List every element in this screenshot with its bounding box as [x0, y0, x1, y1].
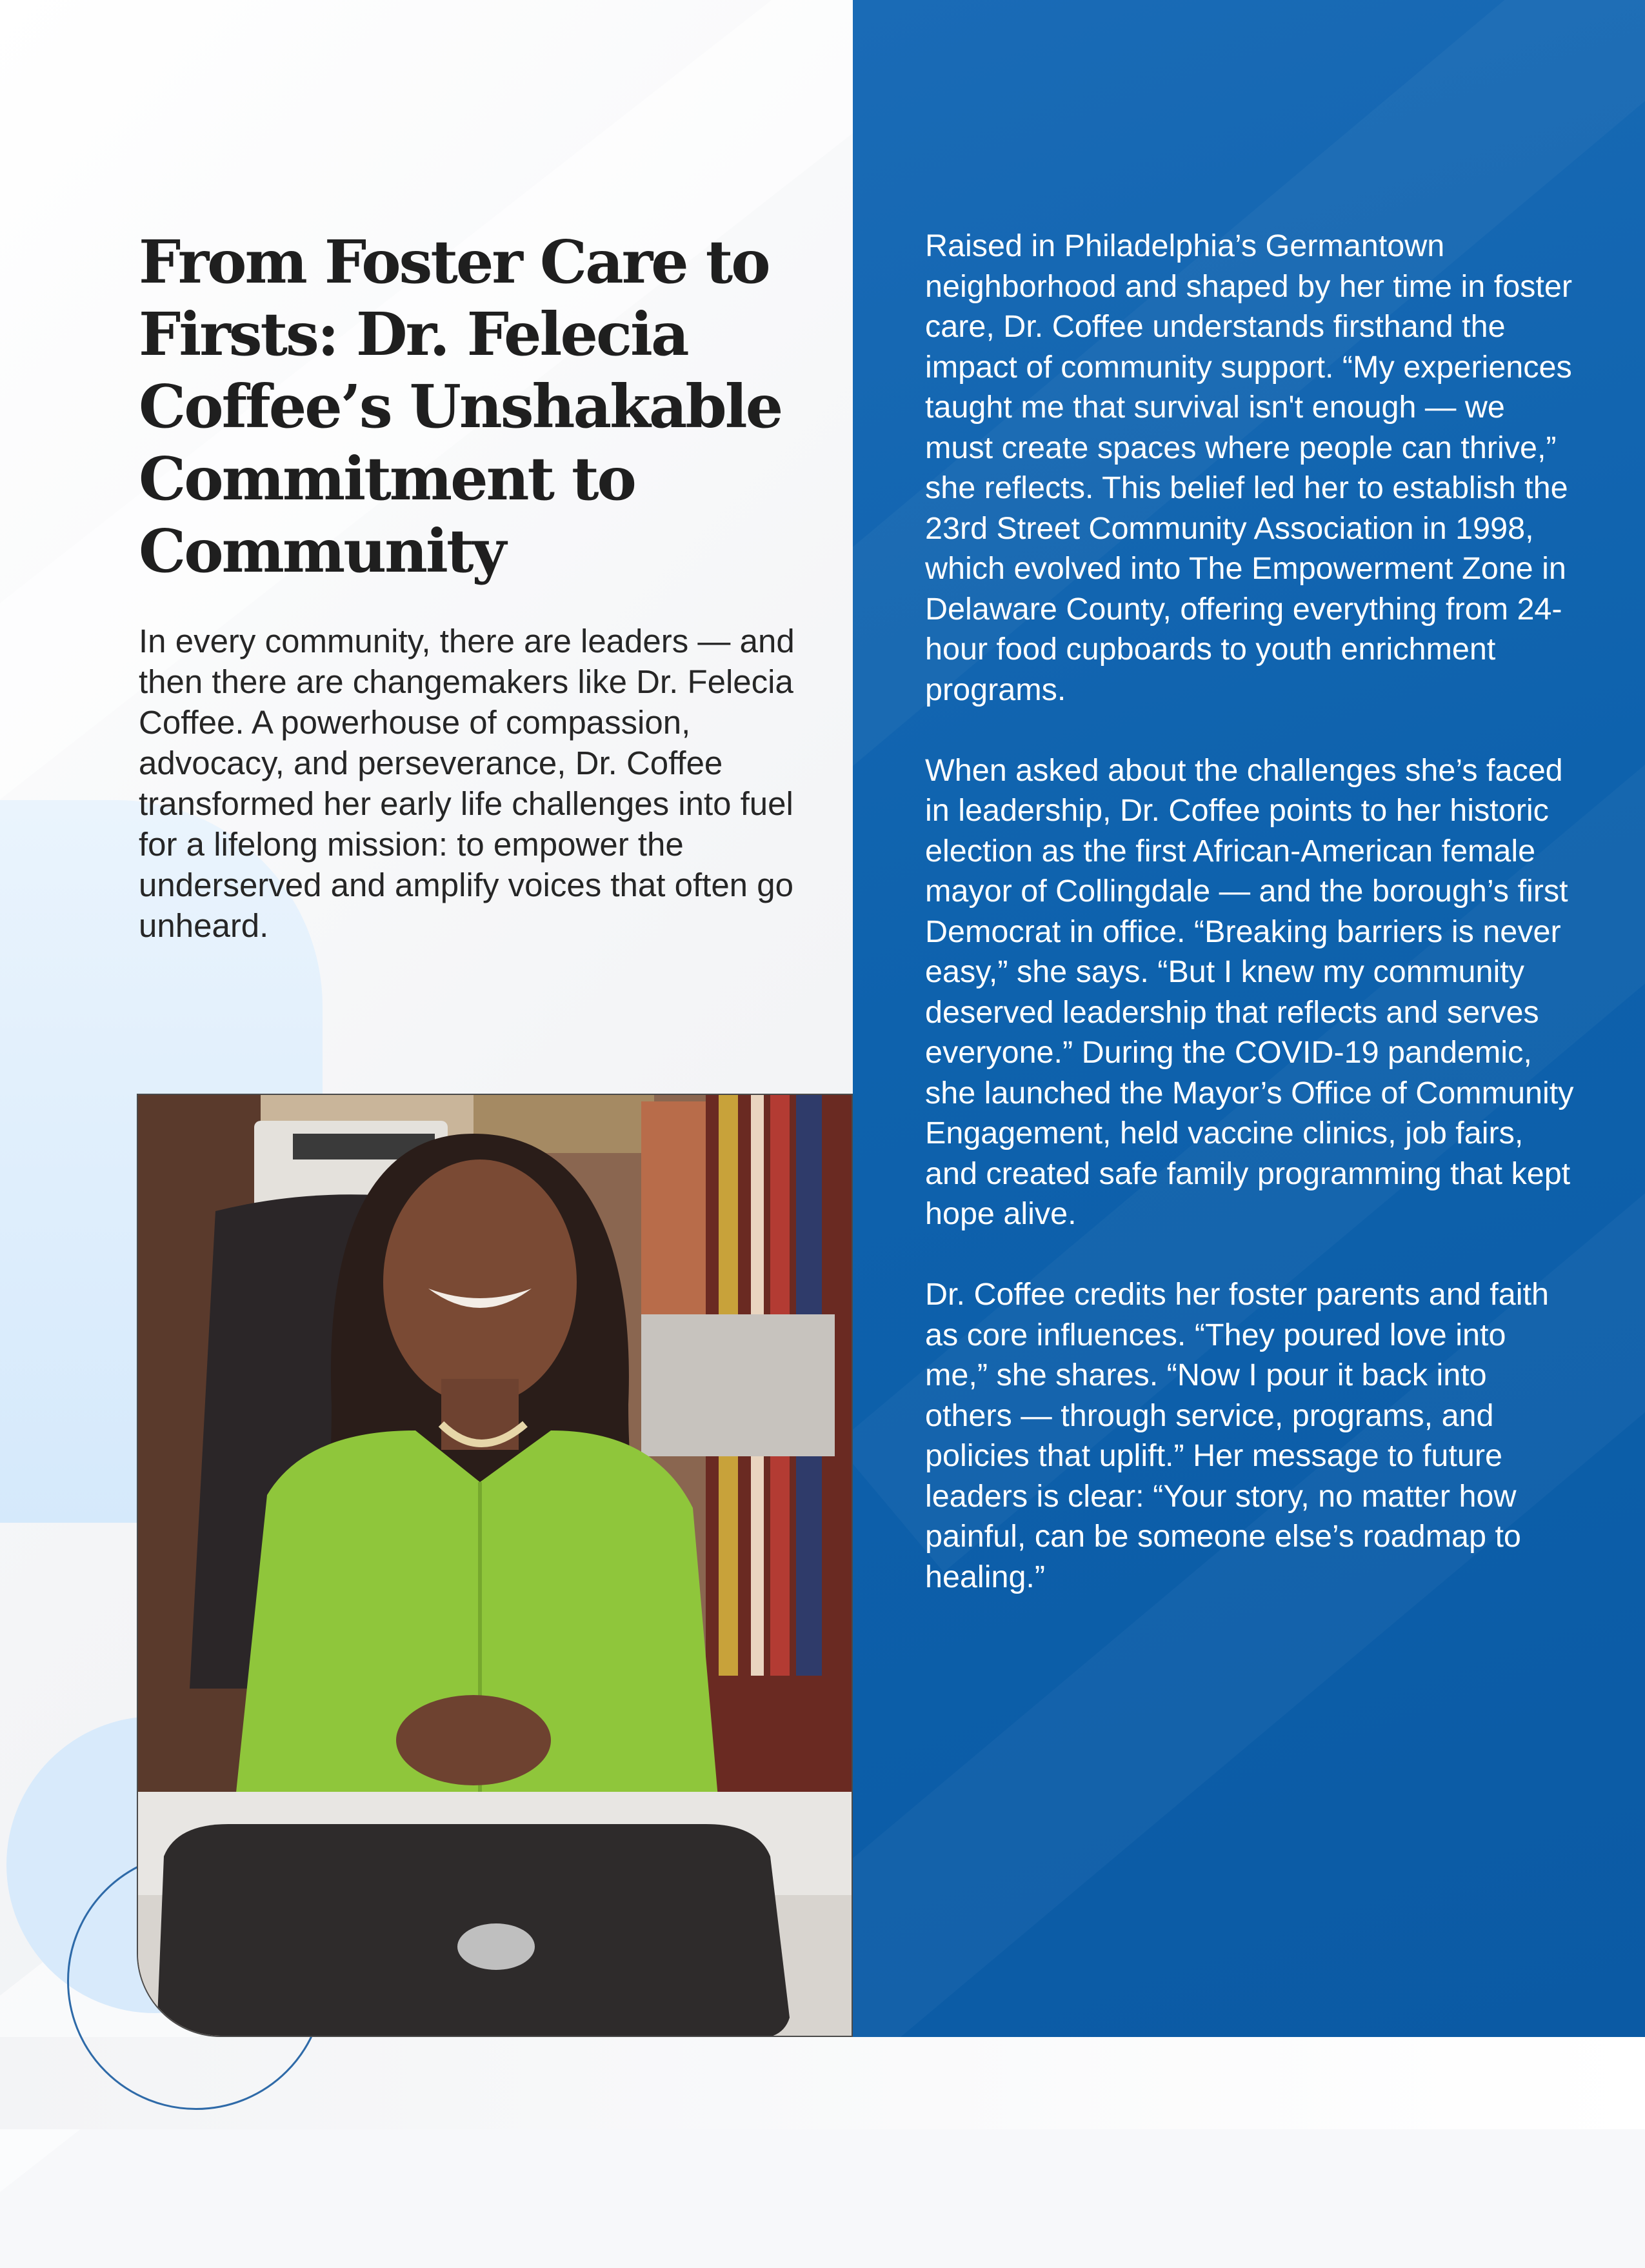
article-title: From Foster Care to Firsts: Dr. Felecia Coffee’s Unshakable Commitment to Community: [139, 227, 782, 586]
body-paragraph: When asked about the challenges she’s faced in leadership, Dr. Coffee points to her historic election as the first African-American female mayor of Collingdale — and the borough’s first Democrat in office. “Breaking barriers is never easy,” she says. “But I knew my community deserved leadership that reflects and serves everyone.” During the COVID-19 pandemic, she launched the Mayor’s Office of Community Engagement, held vaccine clinics, job fairs, and created safe family programming that kept hope alive.: [925, 752, 1574, 1231]
body-paragraph: Dr. Coffee credits her foster parents and faith as core influences. “They poured love into me,” she shares. “Now I pour it back into others — through service, programs, and policies that uplift.” Her message to future leaders is clear: “Your story, no matter how painful, can be someone else’s roadmap to healing.”: [925, 1277, 1549, 1594]
intro-paragraph: In every community, there are leaders — and then there are changemakers like Dr. Felecia Coffee. A powerhouse of compassion, advocacy, and perseverance, Dr. Coffee transformed her early life challenges into fuel for a lifelong mission: to empower the underserved and amplify voices that often go unheard.: [139, 623, 795, 944]
portrait-photo: [137, 1094, 853, 2037]
body-paragraph: Raised in Philadelphia’s Germantown neighborhood and shaped by her time in foster care, Dr. Coffee understands firsthand the impact of community support. “My experiences taught me that survival isn't enough — we must create spaces where people can thrive,” she reflects. This belief led her to establish the 23rd Street Community Association in 1998, which evolved into The Empowerment Zone in Delaware County, offering everything from 24-hour food cupboards to youth enrichment programs.: [925, 228, 1573, 707]
article-body: [925, 226, 1577, 1638]
